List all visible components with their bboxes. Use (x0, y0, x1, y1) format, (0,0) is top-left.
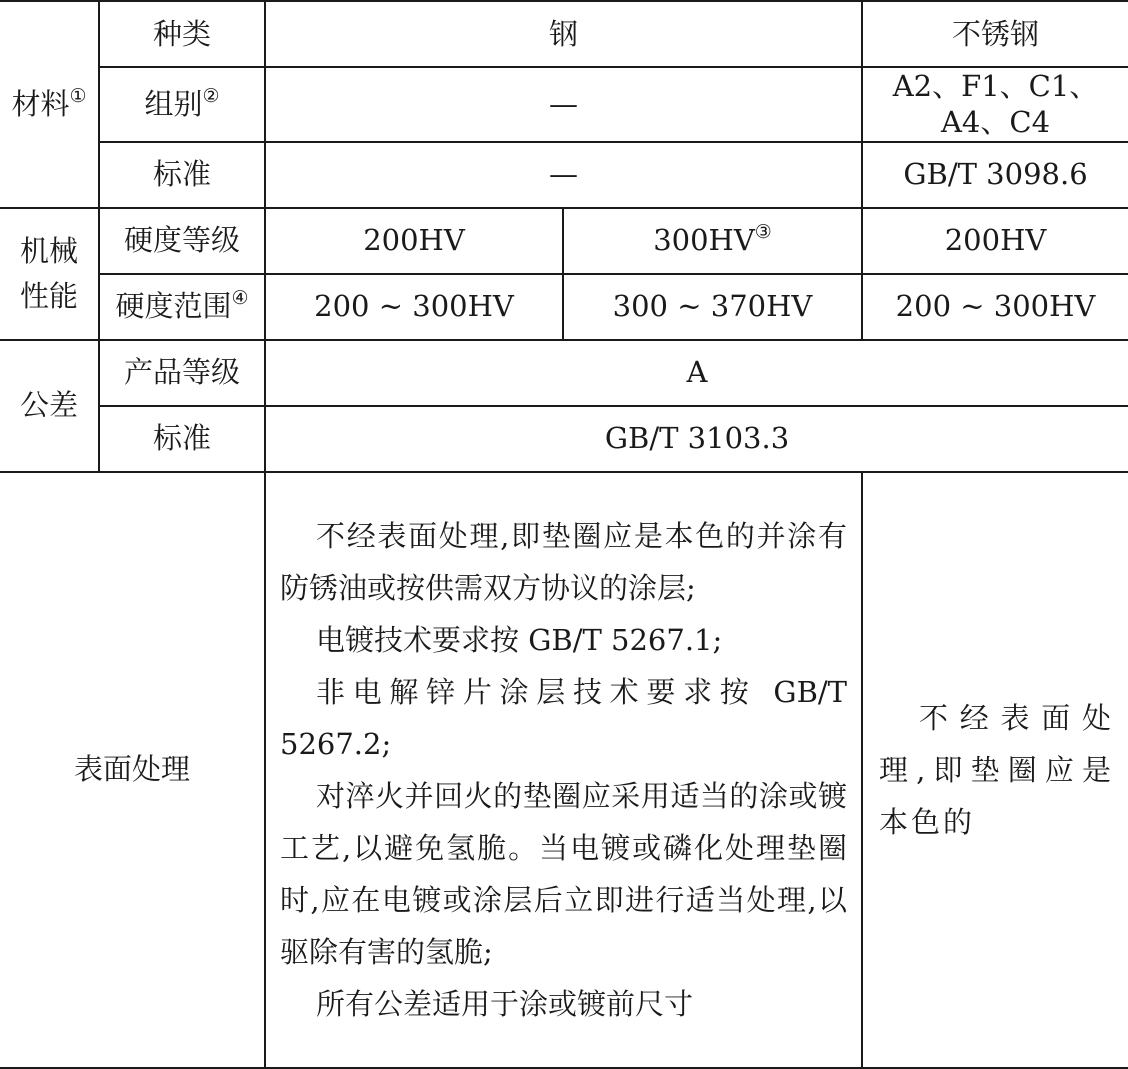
mechanical-group-label-1: 机械 (19, 233, 78, 268)
hardness-class-steel-b-cell (563, 208, 862, 274)
grade-note-mark: ② (202, 85, 220, 108)
hardness-range-label: 硬度范围 (115, 289, 232, 324)
product-grade-label: 产品等级 (99, 340, 265, 406)
row-surface-treatment (0, 472, 1128, 1068)
surface-steel-para-4: 对淬火并回火的垫圈应采用适当的涂或镀工艺,以避免氢脆。当电镀或磷化处理垫圈时,应在电镀或涂层后立即进行适当处理,以驱除有害的氢脆; (280, 778, 848, 969)
hardness-class-label: 硬度等级 (99, 208, 265, 274)
grade-stainless: A2、F1、C1、A4、C4 (862, 67, 1128, 142)
tolerance-std-value: GB/T 3103.3 (265, 406, 1128, 472)
surface-steel-text (265, 472, 862, 1068)
surface-steel-para-2: 电镀技术要求按 GB/T 5267.1; (316, 622, 723, 657)
grade-label: 组别 (144, 87, 203, 122)
grade-label-cell (99, 67, 265, 142)
surface-steel-para-1: 不经表面处理,即垫圈应是本色的并涂有防锈油或按供需双方协议的涂层; (280, 518, 848, 605)
hardness-range-note-mark: ④ (231, 287, 249, 310)
hardness-class-stainless: 200HV (862, 208, 1128, 274)
surface-label: 表面处理 (0, 472, 265, 1068)
tolerance-std-label: 标准 (99, 406, 265, 472)
product-grade-value: A (265, 340, 1128, 406)
grade-steel: — (265, 67, 862, 142)
material-group-label: 材料 (11, 87, 70, 122)
row-material-standard (0, 142, 1128, 208)
hardness-class-note-mark: ③ (754, 221, 772, 244)
material-note-mark: ① (69, 85, 87, 108)
row-tolerance-standard (0, 406, 1128, 472)
surface-steel-para-3: 非电解锌片涂层技术要求按 GB/T 5267.2; (280, 674, 848, 761)
row-material-kind (0, 1, 1128, 67)
mechanical-group-label-2: 性能 (19, 278, 78, 313)
material-std-label: 标准 (99, 142, 265, 208)
surface-stainless-text (862, 472, 1128, 1068)
row-material-grade (0, 67, 1128, 142)
kind-steel: 钢 (265, 1, 862, 67)
material-std-stainless: GB/T 3098.6 (862, 142, 1128, 208)
material-group-cell (0, 1, 99, 208)
hardness-range-steel-b: 300 ~ 370HV (563, 274, 862, 340)
hardness-range-stainless: 200 ~ 300HV (862, 274, 1128, 340)
hardness-range-steel-a: 200 ~ 300HV (265, 274, 563, 340)
row-hardness-class (0, 208, 1128, 274)
mechanical-group-cell (0, 208, 99, 340)
material-std-steel: — (265, 142, 862, 208)
kind-stainless: 不锈钢 (862, 1, 1128, 67)
hardness-class-steel-a: 200HV (265, 208, 563, 274)
row-product-grade (0, 340, 1128, 406)
tolerance-group-label: 公差 (0, 340, 99, 472)
hardness-class-steel-b: 300HV (653, 223, 755, 258)
hardness-range-label-cell (99, 274, 265, 340)
row-hardness-range (0, 274, 1128, 340)
kind-label: 种类 (99, 1, 265, 67)
surface-steel-para-5: 所有公差适用于涂或镀前尺寸 (316, 986, 694, 1021)
surface-stainless-para: 不经表面处理,即垫圈应是本色的 (879, 700, 1115, 839)
